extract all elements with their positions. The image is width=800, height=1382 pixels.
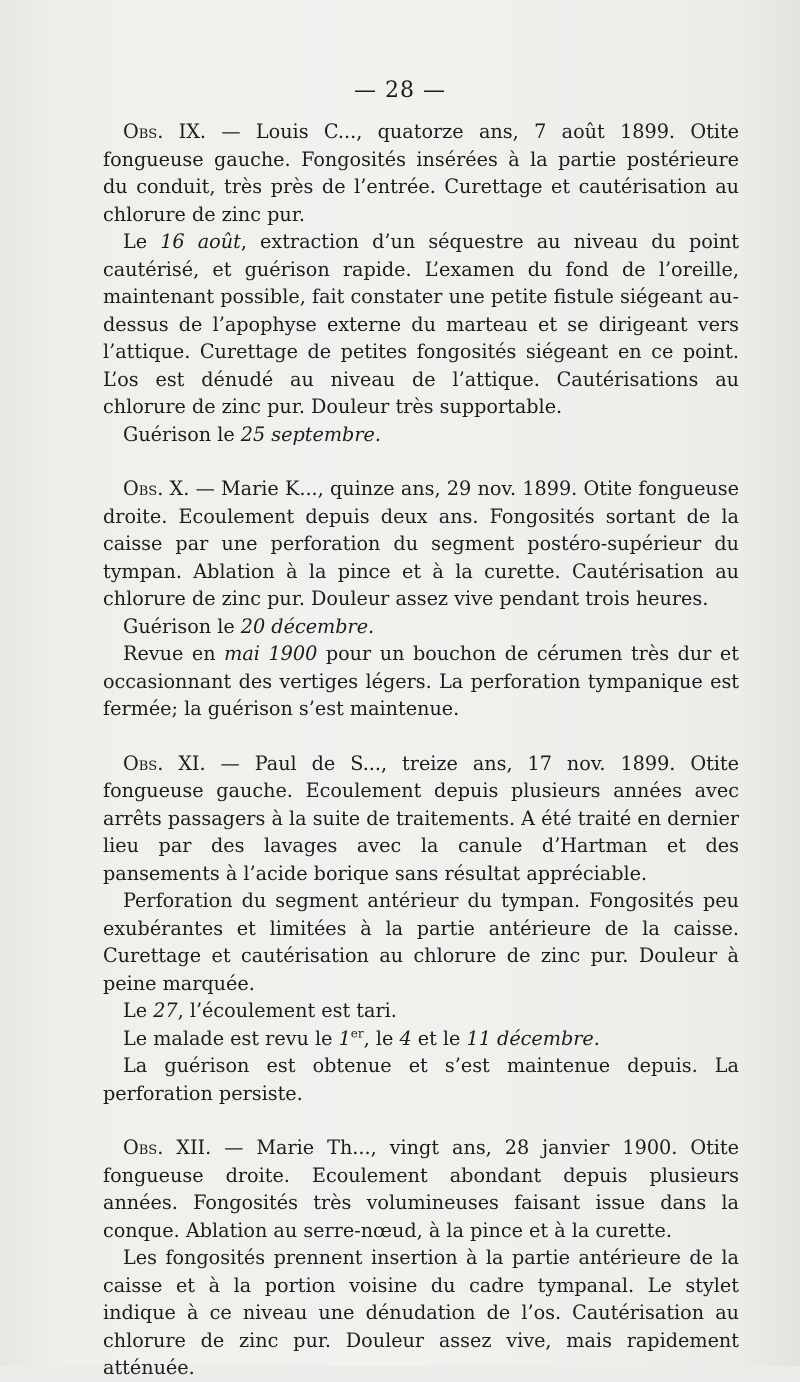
paragraph xyxy=(103,1244,739,1382)
observation-block xyxy=(103,475,739,723)
paragraph xyxy=(103,997,739,1025)
date-emphasis: 25 septembre. xyxy=(240,422,381,446)
text-run: Guérison le xyxy=(123,614,241,638)
ordinal-suffix: er xyxy=(350,1026,364,1041)
observation-label: Obs. XI. xyxy=(123,751,206,775)
text-run: , extraction d’un séquestre au niveau du point cautérisé, et guérison rapide. L’examen du fond de l’oreille, maintenant possible, fait constater une petite fistule siégeant au-dessus de l’apophyse externe du marteau et se dirigeant vers l’attique. Curettage de petites fongosités siégeant en ce point. L’os est dénudé au niveau de l’attique. Cautérisations au chlorure de zinc pur. Douleur très supportable. xyxy=(103,230,740,418)
paragraph xyxy=(103,750,739,888)
observation-block xyxy=(103,750,739,1108)
text-run: Le xyxy=(123,999,154,1022)
paragraph xyxy=(103,475,739,613)
text-run: — Marie K..., quinze ans, 29 nov. 1899. Otite fongueuse droite. Ecoulement depuis deux ans. Fongosités sortant de la caisse par une perforation du segment postéro-supérieur du tympan. Ablation à la pince et à la curette. Cautérisation au chlorure de zinc pur. Douleur assez vive pendant trois heures. xyxy=(103,477,739,610)
observation-block xyxy=(103,1134,739,1382)
text-run: pour un bouchon de cérumen très dur et occasionnant des vertiges légers. La perforation tympanique est fermée; la guérison s’est maintenue. xyxy=(103,642,739,720)
observation-label: Obs. IX. xyxy=(123,120,206,143)
text-run: Les fongosités prennent insertion à la partie antérieure de la caisse et à la portion voisine du cadre tympanal. Le stylet indique à ce niveau une dénudation de l’os. Cautérisation au chlorure de zinc pur. Douleur assez vive, mais rapidement atténuée. xyxy=(103,1246,739,1379)
date-emphasis: 11 décembre. xyxy=(466,1026,600,1050)
text-run: — Marie Th..., vingt ans, 28 janvier 1900. Otite fongueuse droite. Ecoulement abondant depuis plusieurs années. Fongosités très volumineuses faisant issue dans la conque. Ablation au serre-nœud, à la pince et à la curette. xyxy=(103,1136,739,1242)
observation-label: Obs. XII. xyxy=(123,1136,212,1159)
observation-block xyxy=(103,118,739,448)
date-emphasis: 4 xyxy=(399,1026,412,1050)
paragraph xyxy=(103,1052,739,1107)
paragraph xyxy=(103,1134,739,1244)
date-emphasis: 27 xyxy=(153,999,178,1022)
text-run: , l’écoulement est tari. xyxy=(177,999,397,1022)
page-body xyxy=(103,118,739,1382)
observation-label: Obs. X. xyxy=(123,477,190,500)
text-run: Guérison le xyxy=(123,422,241,446)
paragraph xyxy=(103,118,739,228)
paragraph xyxy=(103,887,739,997)
paragraph xyxy=(103,613,739,641)
date-emphasis: 1 xyxy=(338,1026,351,1050)
text-run: Le xyxy=(123,230,161,253)
text-run: , le xyxy=(363,1026,400,1050)
paragraph xyxy=(103,228,739,421)
text-run: et le xyxy=(411,1026,467,1050)
page-number: — 28 — xyxy=(354,78,446,103)
paragraph xyxy=(103,421,739,449)
text-run: Perforation du segment antérieur du tympan. Fongosités peu exubérantes et limitées à la partie antérieure de la caisse. Curettage et cautérisation au chlorure de zinc pur. Douleur à peine marquée. xyxy=(103,889,739,995)
date-emphasis: 20 décembre. xyxy=(240,614,375,638)
date-emphasis: mai 1900 xyxy=(224,642,318,665)
text-run: Le malade est revu le xyxy=(123,1026,339,1050)
date-emphasis: 16 août xyxy=(160,230,241,253)
paragraph xyxy=(103,1025,739,1053)
text-run: Revue en xyxy=(123,642,225,665)
text-run: — Paul de S..., treize ans, 17 nov. 1899. Otite fongueuse gauche. Ecoulement depuis plusieurs années avec arrêts passagers à la suite de traitements. A été traité en dernier lieu par des lavages avec la canule d’Hartman et des pansements à l’acide borique sans résultat appréciable. xyxy=(103,751,739,885)
paragraph xyxy=(103,640,739,723)
text-run: — Louis C..., quatorze ans, 7 août 1899. Otite fongueuse gauche. Fongosités insérées à la partie postérieure du conduit, très près de l’entrée. Curettage et cautérisation au chlorure de zinc pur. xyxy=(103,120,740,226)
text-run: La guérison est obtenue et s’est maintenue depuis. La perforation persiste. xyxy=(103,1054,739,1105)
